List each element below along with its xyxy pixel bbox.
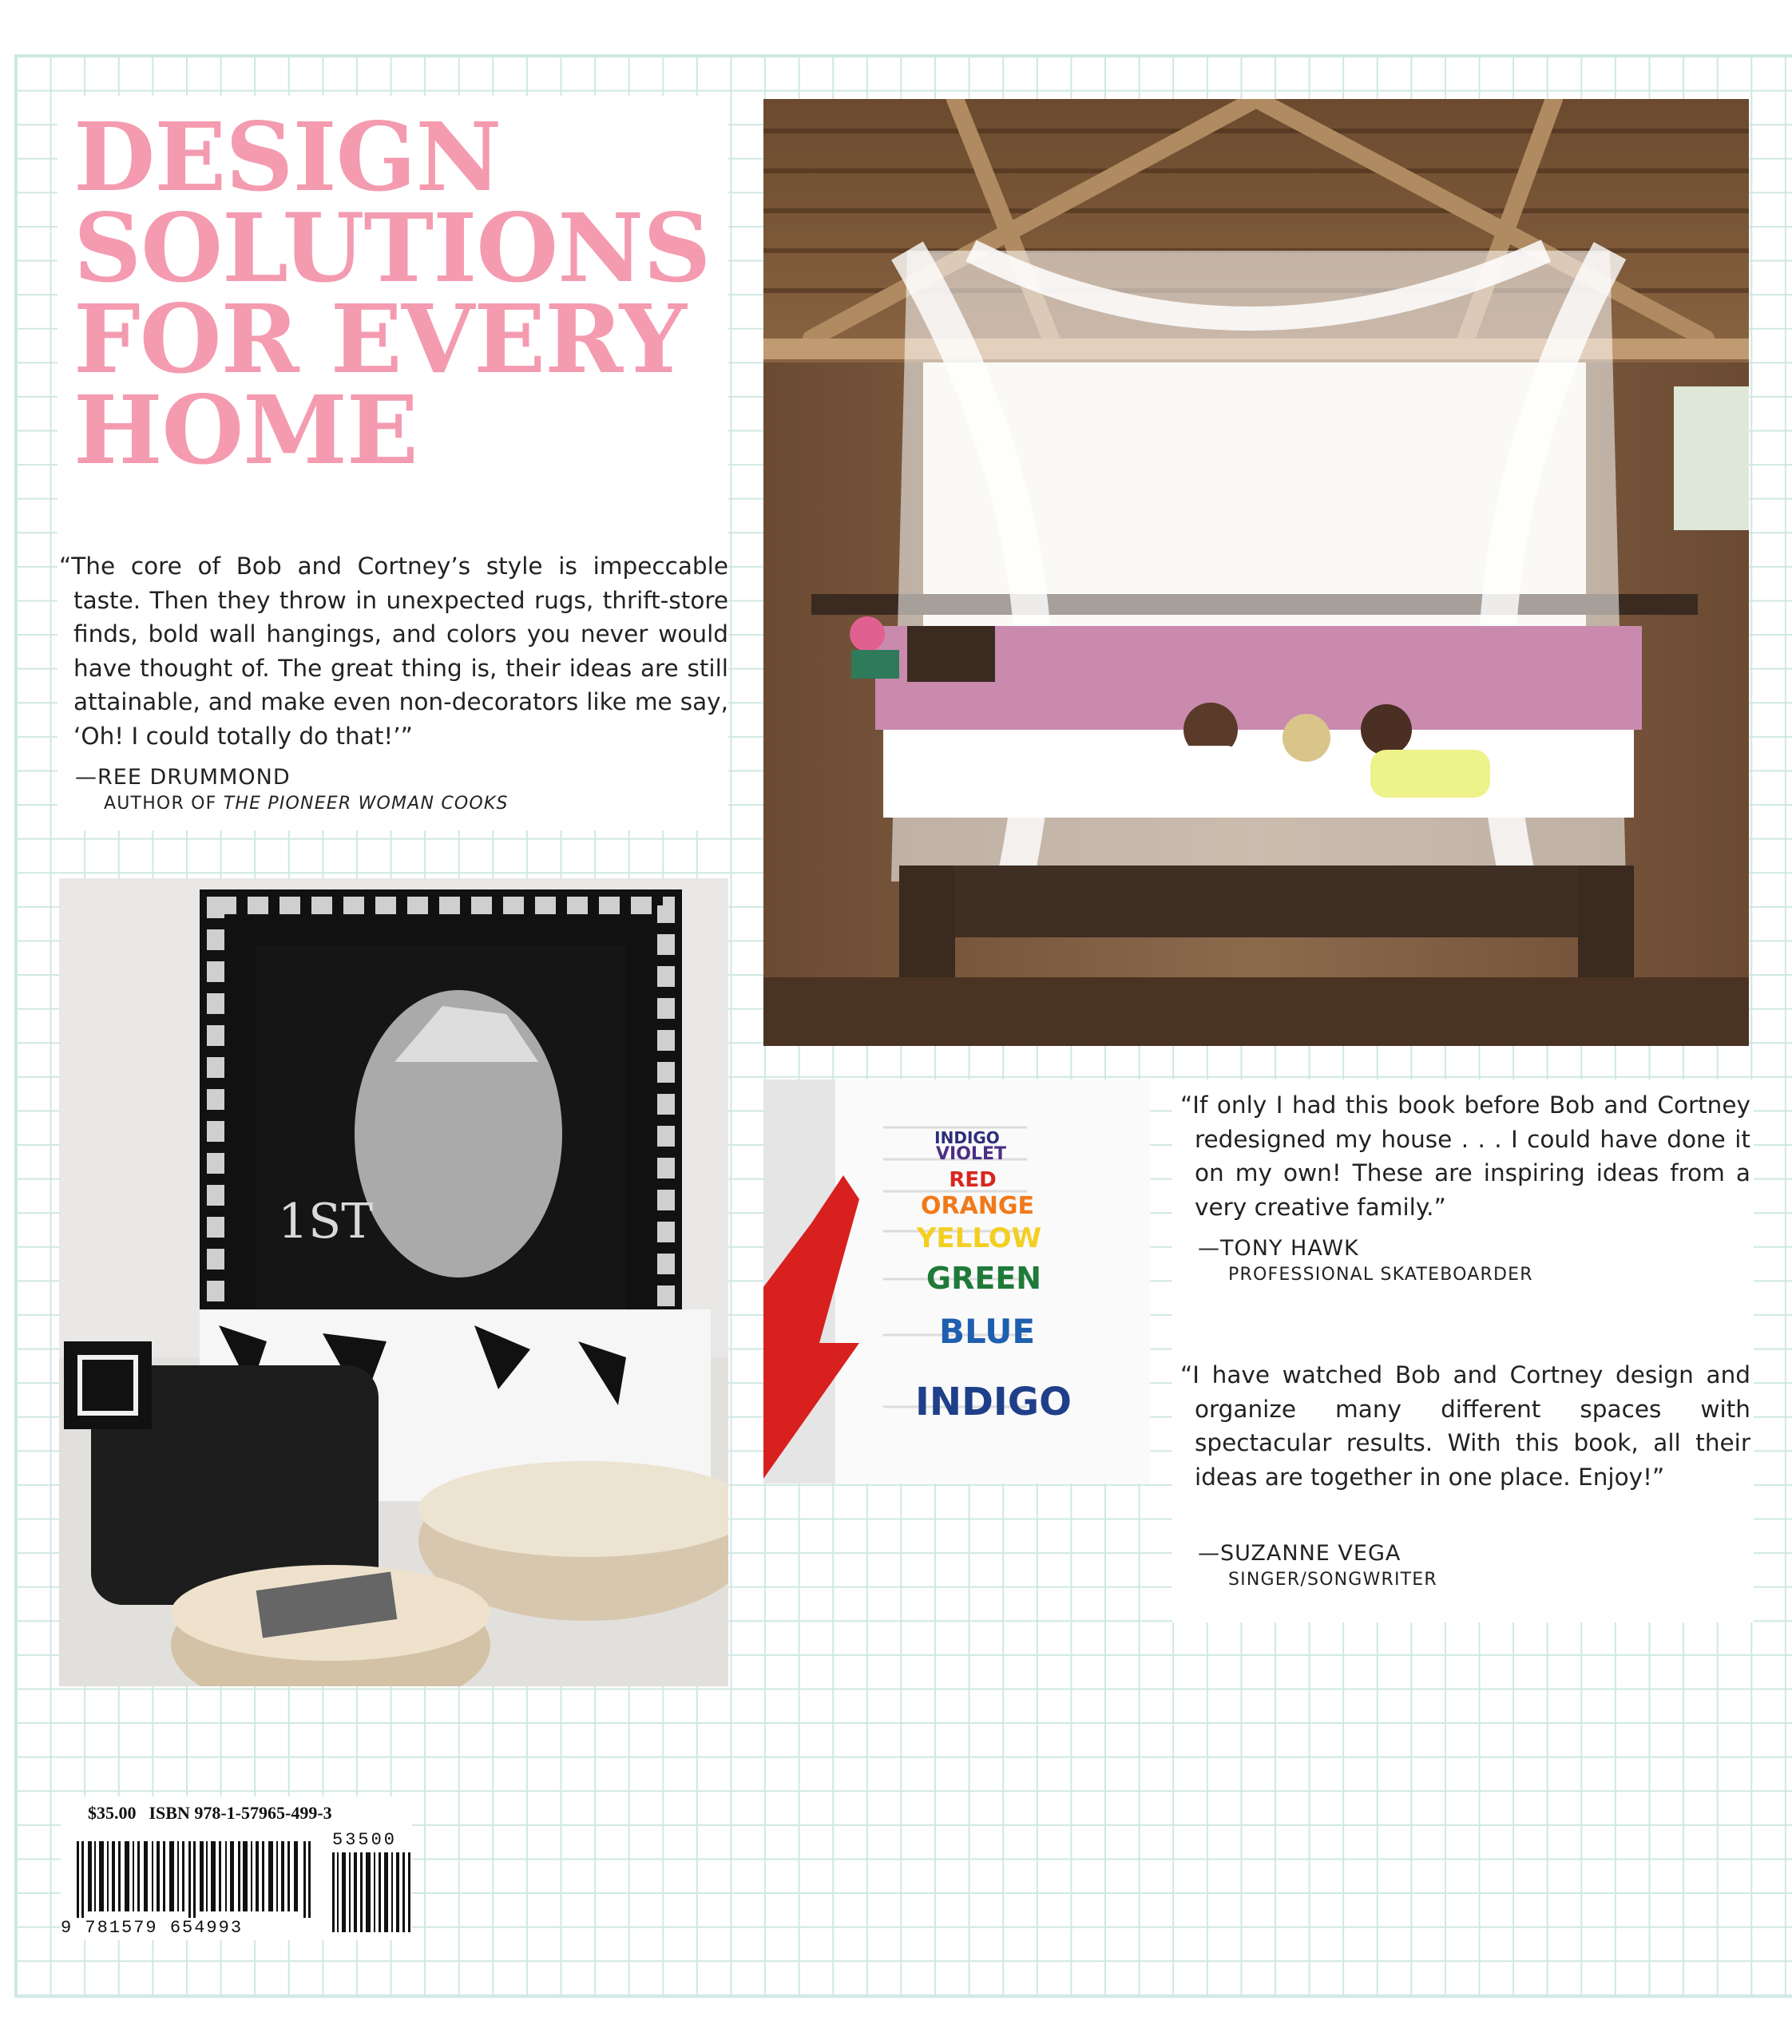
- stamp-text: 1ST: [278, 1194, 374, 1250]
- barcode-addon-bars: [332, 1852, 412, 1932]
- quote-tony-hawk: “If only I had this book before Bob and Cortney redesigned my house . . . I could have done it on my own! These are inspiring ideas from a very creative family.”: [1180, 1091, 1750, 1221]
- barcode-addon-digits: 53500: [332, 1830, 398, 1850]
- stair-word-7: BLUE: [938, 1312, 1036, 1351]
- headline: [73, 101, 728, 485]
- living-room-stamp-art-photo: [59, 878, 728, 1686]
- price: $35.00: [88, 1803, 137, 1823]
- stair-word-8: INDIGO: [915, 1380, 1072, 1424]
- barcode-main-digits: 9 781579 654993: [61, 1918, 244, 1938]
- quote-attribution-title: AUTHOR OF THE PIONEER WOMAN COOKS: [104, 794, 509, 814]
- quote-attribution-title: PROFESSIONAL SKATEBOARDER: [1228, 1265, 1533, 1285]
- bedroom-canopy-photo: [763, 99, 1749, 1046]
- headline-line-3: FOR EVERY: [73, 283, 686, 394]
- stair-word-1: INDIGO: [934, 1128, 1000, 1147]
- isbn: ISBN 978-1-57965-499-3: [149, 1803, 332, 1823]
- headline-line-4: HOME: [73, 374, 418, 485]
- barcode-main-bars: [77, 1841, 316, 1918]
- quote-ree-drummond: “The core of Bob and Cortney’s style is impeccable taste. Then they throw in unexpected rugs, thrift-store finds, bold wall hangings, and colors you never would have thought of. The great thing is, their ideas are still attainable, and make even non-decorators like me say, ‘Oh! I could totally do that!’”: [59, 553, 728, 750]
- headline-line-1: DESIGN: [73, 101, 502, 212]
- rainbow-staircase-photo: [763, 1079, 1150, 1483]
- stair-word-5: YELLOW: [916, 1222, 1042, 1254]
- headline-line-2: SOLUTIONS: [73, 192, 711, 303]
- quote-attribution-name: —TONY HAWK: [1198, 1236, 1359, 1261]
- quote-attribution-name: —SUZANNE VEGA: [1198, 1541, 1401, 1566]
- quote-attribution-name: —REE DRUMMOND: [75, 765, 291, 790]
- stair-word-6: GREEN: [926, 1261, 1042, 1296]
- quote-suzanne-vega: “I have watched Bob and Cortney design and organize many different spaces with spectacular results. With this book, all their ideas are together in one place. Enjoy!”: [1180, 1361, 1750, 1491]
- stair-word-2: VIOLET: [936, 1144, 1006, 1164]
- barcode-block: [61, 1796, 412, 1940]
- stair-word-4: ORANGE: [920, 1192, 1035, 1220]
- quote-attribution-title: SINGER/SONGWRITER: [1228, 1570, 1437, 1590]
- stair-word-3: RED: [949, 1168, 997, 1192]
- price-isbn-line: [88, 1803, 345, 1824]
